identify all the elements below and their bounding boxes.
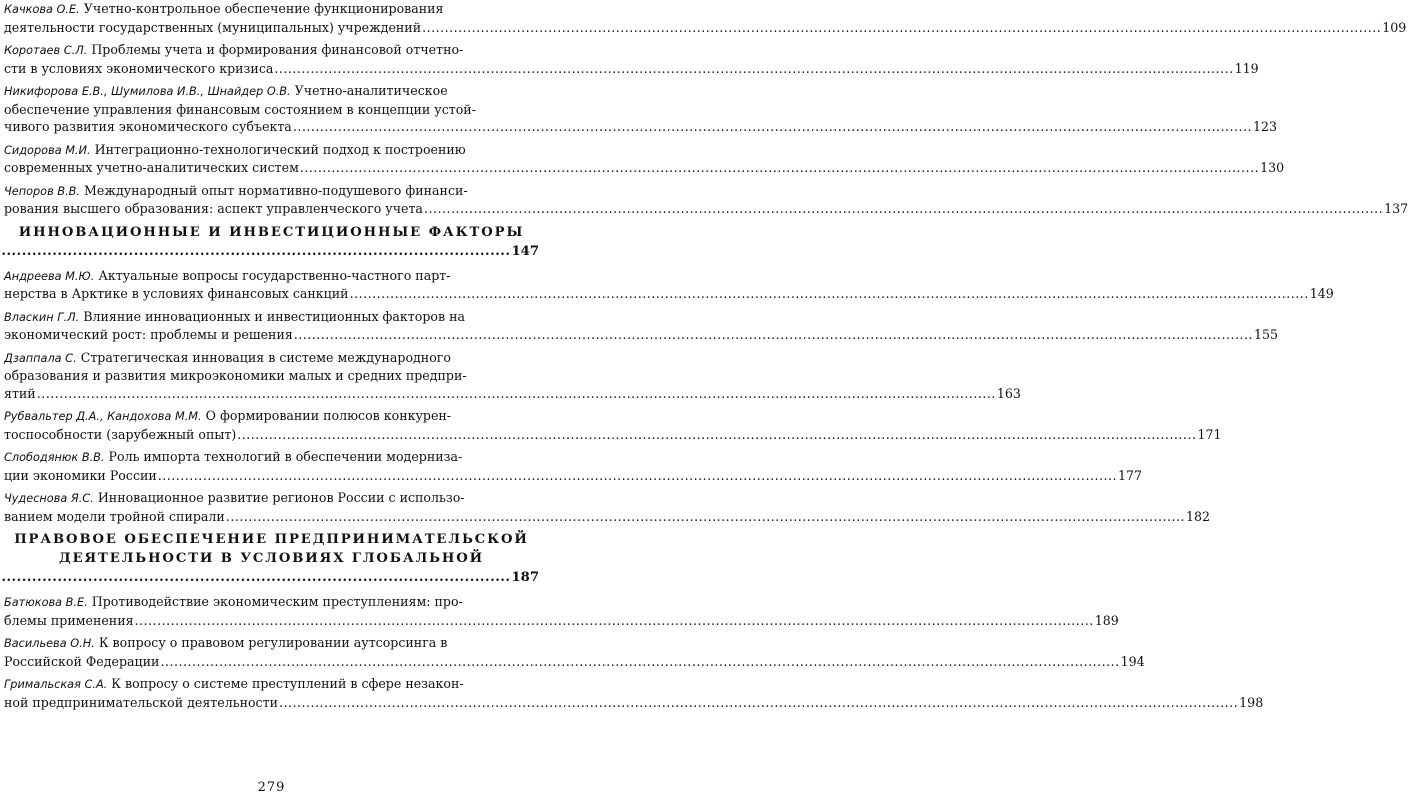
entry-title-text: экономический рост: проблемы и решения [4, 327, 293, 342]
toc-entry [4, 489, 1211, 525]
entry-title-line [4, 489, 539, 508]
entry-title-wrap [4, 694, 278, 712]
entry-title-line [4, 0, 539, 19]
table-of-contents [4, 0, 1408, 716]
entry-author: Власкин Г.Л. [4, 310, 80, 324]
entry-author: Слободянюк В.В. [4, 451, 105, 464]
entry-author: Никифорова Е.В., Шумилова И.В., Шнайдер О.В. [4, 85, 291, 98]
entry-title-text: Проблемы учета и формирования финансовой отчетно- [91, 42, 464, 57]
entry-title-line [4, 349, 539, 368]
entry-title-line [4, 182, 539, 201]
entry-author: Андреева М.Ю. [4, 269, 95, 283]
entry-title-text: ции экономики России [4, 467, 157, 483]
entry-title-line [4, 653, 1145, 671]
entry-title-text: современных учетно-аналитических систем [4, 160, 299, 175]
entry-title-line [4, 19, 1407, 37]
entry-title-text: деятельности государственных (муниципальных) учреждений [4, 19, 422, 35]
entry-title-line [4, 118, 1278, 136]
entry-title-text: Актуальные вопросы государственно-частного парт- [98, 267, 451, 283]
entry-page-number: 182 [1186, 508, 1211, 524]
entry-title-wrap [4, 200, 423, 218]
entry-title-text: Учетно-аналитическое [294, 83, 448, 98]
entry-page-number: 189 [1094, 612, 1119, 628]
section-heading-innovation [4, 223, 539, 261]
toc-group [4, 0, 1408, 218]
entry-author: Чепоров В.В. [4, 184, 81, 198]
entry-title-line [4, 60, 1259, 78]
section-heading-legal [4, 530, 539, 587]
entry-title-text: чивого развития экономического субъекта [4, 119, 292, 134]
entry-title-line [4, 101, 539, 119]
entry-title-text: Учетно-контрольное обеспечение функционирования [83, 1, 444, 16]
page-number: 279 [257, 780, 286, 795]
entry-title-line [4, 326, 1279, 344]
entry-author: Батюкова В.Е. [4, 596, 88, 609]
entry-title-text: блемы применения [4, 612, 134, 628]
entry-title-wrap [4, 612, 134, 630]
entry-title-wrap [4, 19, 421, 37]
entry-page-number: 109 [1382, 19, 1407, 35]
entry-page-number: 177 [1117, 467, 1143, 483]
dot-leader [274, 60, 1233, 78]
entry-title-wrap [4, 285, 349, 303]
entry-author: Коротаев С.Л. [4, 44, 88, 57]
entry-title-line [4, 159, 1285, 177]
toc-entry [4, 0, 1407, 36]
dot-leader [424, 200, 1383, 218]
toc-entry [4, 182, 1408, 218]
entry-page-number: 155 [1253, 327, 1279, 342]
section-page-number: 187 [511, 570, 539, 585]
entry-title-text: Интеграционно-технологический подход к построению [94, 141, 466, 157]
entry-title-text: Противодействие экономическим преступлениям: про- [91, 594, 463, 609]
entry-title-text: сти в условиях экономического кризиса [4, 60, 274, 76]
entry-title-text: ванием модели тройной спирали [4, 508, 225, 524]
entry-author: Гримальская С.А. [4, 678, 108, 691]
entry-title-line [4, 141, 539, 160]
toc-entry [4, 82, 1278, 136]
entry-page-number: 198 [1239, 694, 1264, 710]
entry-title-text: Роль импорта технологий в обеспечении модерниза- [108, 449, 463, 464]
entry-title-wrap [4, 426, 236, 444]
entry-title-text: Влияние инновационных и инвестиционных факторов на [83, 308, 465, 324]
entry-title-text: Инновационное развитие регионов России с использо- [97, 490, 465, 505]
entry-author: Рубвальтер Д.А., Кандохова М.М. [4, 410, 202, 423]
dot-leader [293, 118, 1252, 136]
toc-entry [4, 448, 1143, 484]
entry-author: Васильева О.Н. [4, 637, 95, 650]
dot-leader [294, 326, 1253, 344]
dot-leader [422, 19, 1381, 37]
entry-page-number: 123 [1253, 119, 1278, 134]
entry-title-wrap [4, 326, 293, 344]
entry-title-line [4, 385, 1021, 403]
section-title-line: ДЕЯТЕЛЬНОСТИ В УСЛОВИЯХ ГЛОБАЛЬНОЙ [58, 551, 485, 566]
entry-title-text: рования высшего образования: аспект управленческого учета [4, 201, 423, 216]
toc-entry [4, 634, 1145, 670]
entry-page-number: 194 [1120, 653, 1145, 669]
entry-title-line [4, 308, 539, 327]
entry-page-number: 163 [996, 385, 1021, 401]
toc-group [4, 593, 1264, 711]
entry-page-number: 149 [1309, 286, 1334, 301]
dot-leader [0, 242, 510, 261]
entry-title-line [4, 367, 539, 385]
entry-title-line [4, 694, 1264, 712]
entry-title-text: О формировании полюсов конкурен- [205, 408, 452, 423]
entry-title-wrap [4, 159, 299, 177]
entry-author: Чудеснова Я.С. [4, 492, 94, 505]
entry-title-line [4, 426, 1222, 444]
entry-page-number: 130 [1260, 160, 1285, 175]
toc-entry [4, 141, 1285, 177]
entry-title-wrap [4, 118, 292, 136]
entry-title-text: образования и развития микроэкономики малых и средних предпри- [4, 368, 467, 383]
dot-leader [135, 612, 1094, 630]
entry-page-number: 119 [1234, 60, 1259, 76]
section-page-number: 147 [511, 243, 539, 259]
entry-title-text: Российской Федерации [4, 653, 160, 669]
entry-author: Дзаппала С. [4, 351, 77, 365]
toc-entry [4, 593, 1119, 629]
entry-title-text: обеспечение управления финансовым состоянием в концепции устой- [4, 101, 476, 117]
toc-entry [4, 349, 1021, 403]
entry-title-line [4, 467, 1143, 485]
entry-page-number: 137 [1384, 201, 1408, 216]
entry-title-text: ной предпринимательской деятельности [4, 694, 278, 710]
toc-entry [4, 41, 1259, 77]
section-title-line: ИННОВАЦИОННЫЕ И ИНВЕСТИЦИОННЫЕ ФАКТОРЫ [18, 224, 525, 240]
entry-title-line [4, 634, 539, 653]
entry-title-line [4, 407, 539, 426]
entry-title-text: нерства в Арктике в условиях финансовых санкций [4, 286, 349, 301]
section-title-line: ПРАВОВОЕ ОБЕСПЕЧЕНИЕ ПРЕДПРИНИМАТЕЛЬСКОЙ [14, 532, 529, 547]
toc-group [4, 267, 1334, 526]
entry-page-number: 171 [1197, 426, 1222, 442]
dot-leader [160, 653, 1119, 671]
dot-leader [37, 385, 996, 403]
entry-title-text: ятий [4, 385, 36, 401]
dot-leader [350, 285, 1309, 303]
entry-author: Качкова О.Е. [4, 3, 80, 16]
entry-title-text: К вопросу о правовом регулировании аутсорсинга в [98, 635, 448, 650]
entry-title-line [4, 200, 1408, 218]
entry-title-line [4, 82, 539, 101]
entry-title-wrap [4, 385, 36, 403]
entry-title-line [4, 285, 1334, 303]
entry-author: Сидорова М.И. [4, 143, 91, 157]
entry-title-wrap [4, 653, 159, 671]
entry-title-text: К вопросу о системе преступлений в сфере незакон- [111, 676, 464, 691]
dot-leader [226, 508, 1185, 526]
toc-entry [4, 407, 1222, 443]
entry-title-line [4, 593, 539, 612]
toc-entry [4, 267, 1334, 303]
entry-title-line [4, 448, 539, 467]
entry-title-line [4, 612, 1119, 630]
dot-leader [237, 426, 1196, 444]
dot-leader [300, 159, 1259, 177]
entry-title-wrap [4, 60, 273, 78]
entry-title-line [4, 267, 539, 286]
toc-entry [4, 308, 1279, 344]
entry-title-wrap [4, 467, 157, 485]
dot-leader [0, 568, 510, 587]
entry-title-text: тоспособности (зарубежный опыт) [4, 426, 237, 442]
entry-title-line [4, 41, 539, 60]
dot-leader [158, 467, 1117, 485]
entry-title-text: Стратегическая инновация в системе международного [80, 349, 451, 365]
dot-leader [279, 694, 1238, 712]
entry-title-wrap [4, 508, 225, 526]
entry-title-line [4, 508, 1211, 526]
entry-title-text: Международный опыт нормативно-подушевого финанси- [84, 182, 468, 198]
toc-entry [4, 675, 1264, 711]
entry-title-line [4, 675, 539, 694]
